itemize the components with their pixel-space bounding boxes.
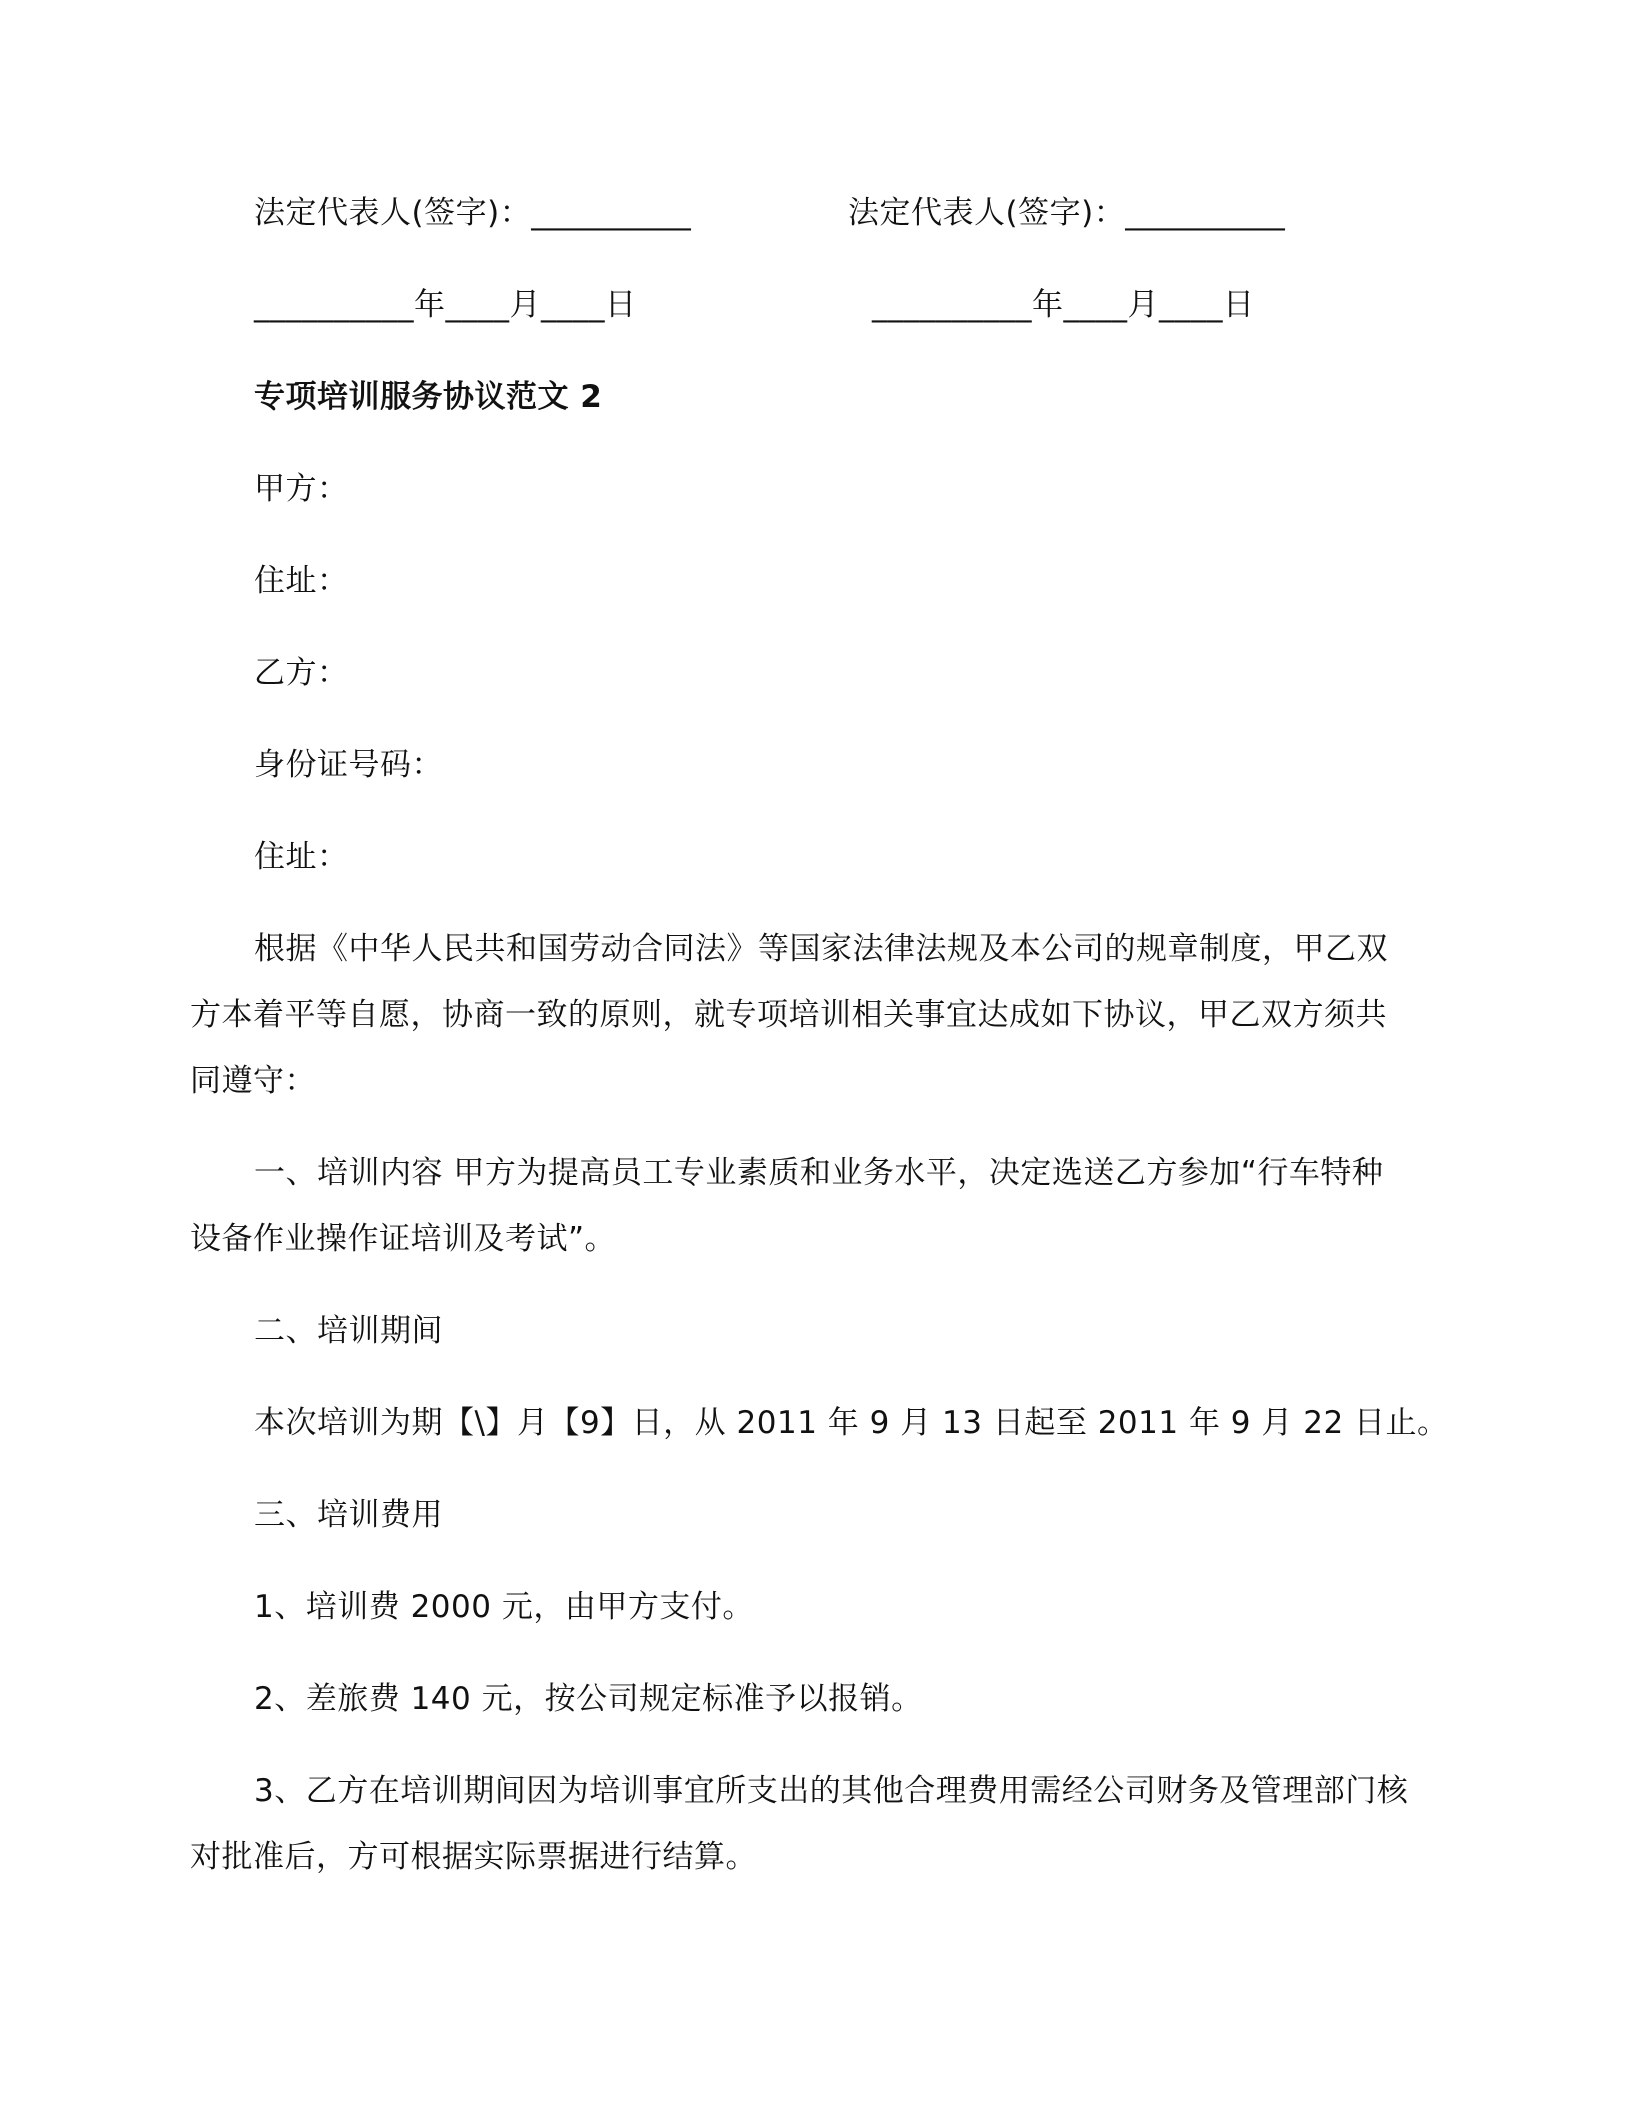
left-legal-rep-signature: 法定代表人(签字)：__________ — [254, 195, 692, 231]
section2-body: 本次培训为期【\】月【9】日，从 2011 年 9 月 13 日起至 2011 年 9 月 22 日止。 — [254, 1405, 1449, 1441]
right-signature-date: __________年____月____日 — [872, 287, 1255, 323]
section2-heading: 二、培训期间 — [254, 1313, 443, 1349]
id-number-label: 身份证号码： — [254, 747, 443, 783]
left-signature-date: __________年____月____日 — [254, 287, 637, 323]
address-b-label: 住址： — [254, 839, 349, 875]
document-title: 专项培训服务协议范文 2 — [254, 379, 603, 415]
section1-line-1: 一、培训内容 甲方为提高员工专业素质和业务水平，决定选送乙方参加“行车特种 — [254, 1155, 1384, 1191]
preamble-line-3: 同遵守： — [190, 1063, 316, 1099]
section1-line-2: 设备作业操作证培训及考试”。 — [190, 1221, 617, 1257]
right-legal-rep-signature: 法定代表人(签字)：__________ — [848, 195, 1286, 231]
party-a-label: 甲方： — [254, 471, 349, 507]
fee-item-3-line-2: 对批准后，方可根据实际票据进行结算。 — [190, 1839, 757, 1875]
address-a-label: 住址： — [254, 563, 349, 599]
preamble-line-1: 根据《中华人民共和国劳动合同法》等国家法律法规及本公司的规章制度，甲乙双 — [254, 931, 1388, 967]
fee-item-1: 1、培训费 2000 元，由甲方支付。 — [254, 1589, 754, 1625]
fee-item-3-line-1: 3、乙方在培训期间因为培训事宜所支出的其他合理费用需经公司财务及管理部门核 — [254, 1773, 1409, 1809]
party-b-label: 乙方： — [254, 655, 349, 691]
section3-heading: 三、培训费用 — [254, 1497, 443, 1533]
fee-item-2: 2、差旅费 140 元，按公司规定标准予以报销。 — [254, 1681, 923, 1717]
preamble-line-2: 方本着平等自愿，协商一致的原则，就专项培训相关事宜达成如下协议，甲乙双方须共 — [190, 997, 1387, 1033]
